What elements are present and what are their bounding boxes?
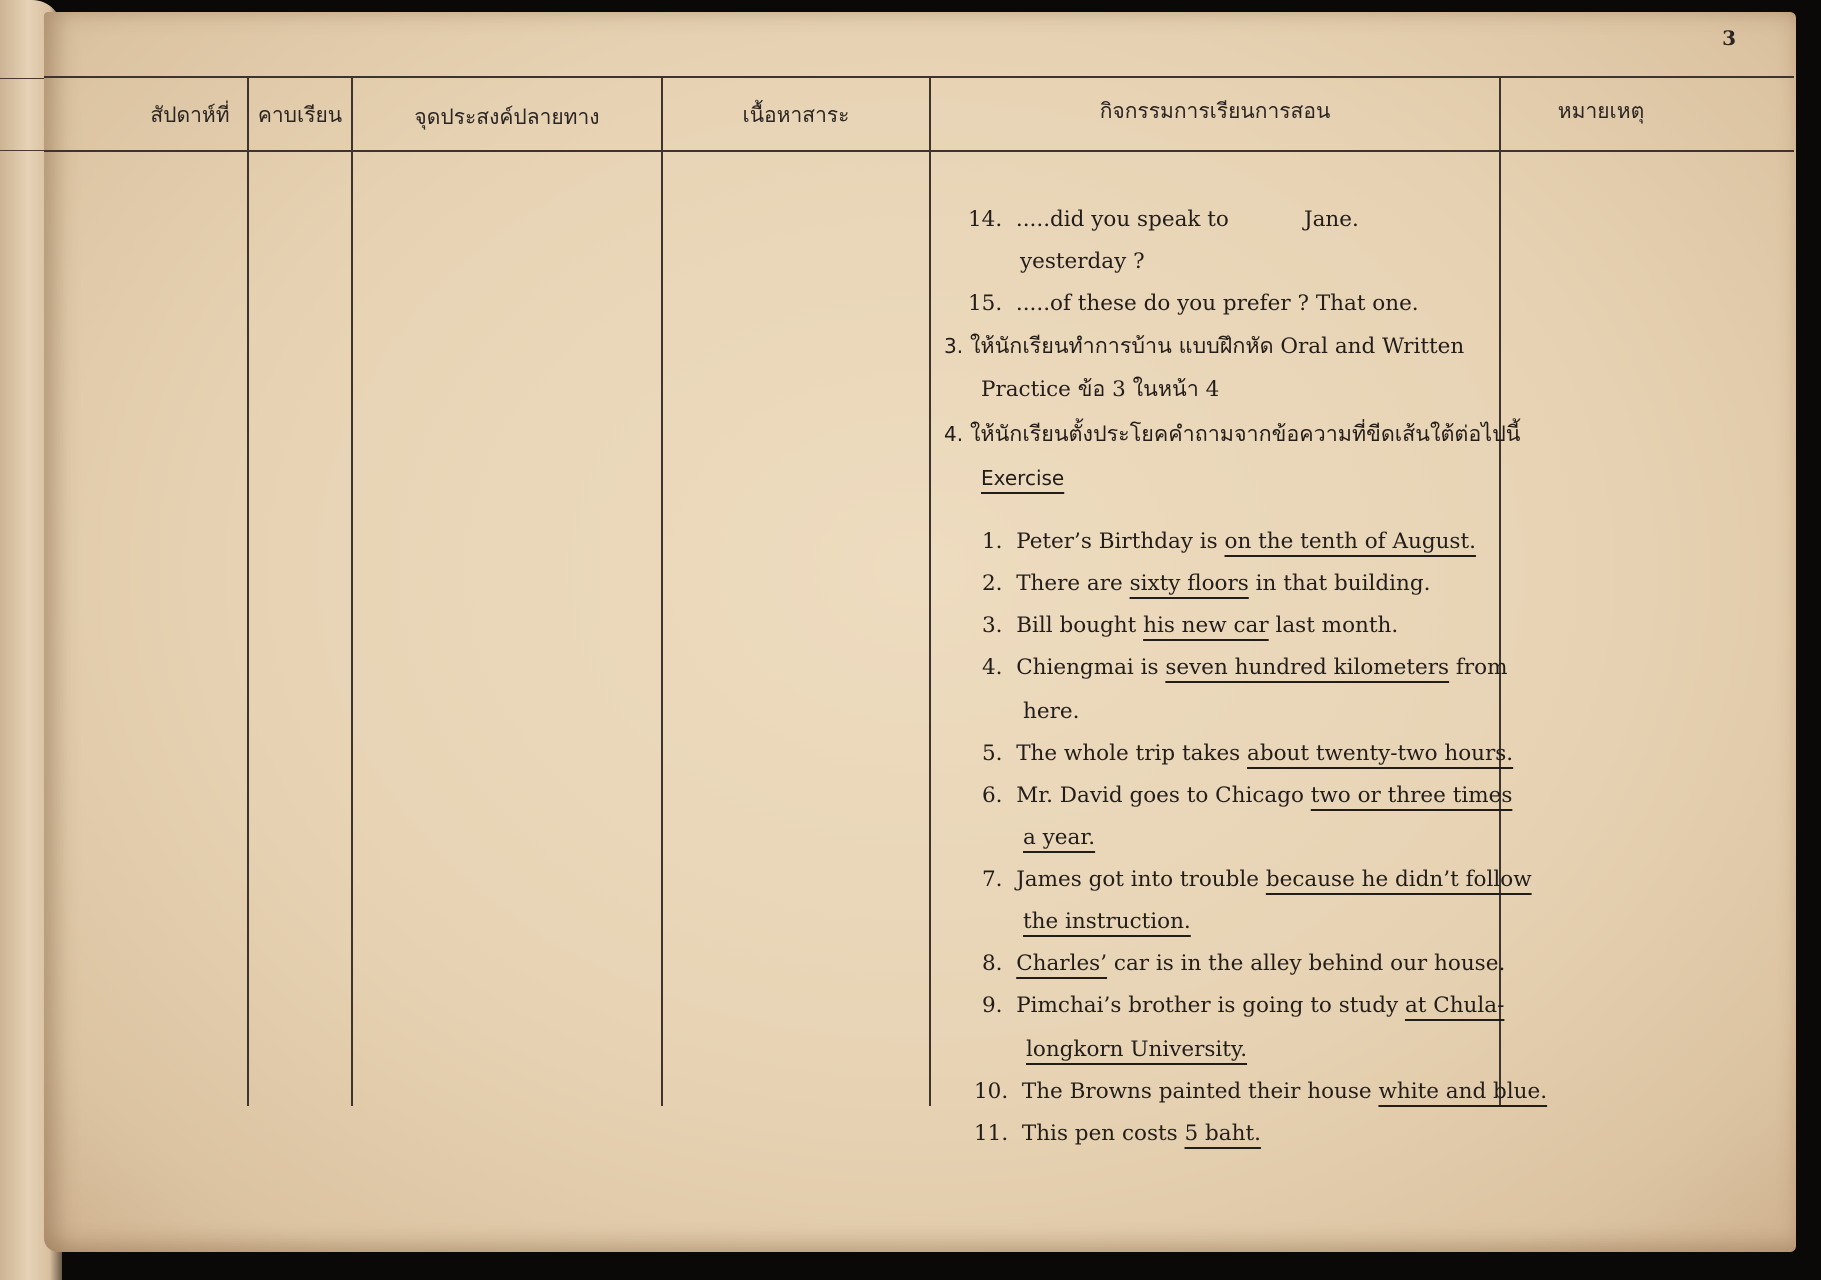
question-14-cont: yesterday ? — [1020, 249, 1145, 274]
column-divider — [351, 76, 353, 1106]
exercise-heading: Exercise — [981, 466, 1065, 490]
exercise-item-7-cont: the instruction. — [1023, 909, 1191, 934]
exercise-item-10: 10. The Browns painted their house white and blue. — [974, 1079, 1548, 1104]
document-page — [44, 12, 1796, 1252]
header-week: สัปดาห์ที่ — [150, 102, 230, 127]
column-divider — [661, 76, 663, 1106]
header-period: คาบเรียน — [257, 102, 343, 127]
exercise-item-6-cont: a year. — [1023, 825, 1096, 850]
exercise-item-3: 3. Bill bought his new car last month. — [982, 613, 1399, 638]
header-bottom-rule — [44, 150, 1794, 152]
step-4: 4. ให้นักเรียนตั้งประโยคคำถามจากข้อความที่ขีดเส้นใต้ต่อไปนี้ — [944, 422, 1521, 447]
question-14: 14. .....did you speak to — [968, 207, 1229, 232]
question-15: 15. .....of these do you prefer ? That one. — [968, 291, 1419, 316]
exercise-item-9: 9. Pimchai’s brother is going to study at Chula- — [982, 993, 1505, 1018]
exercise-item-7: 7. James got into trouble because he didn’t follow — [982, 867, 1532, 892]
exercise-item-8: 8. Charles’ car is in the alley behind our house. — [982, 951, 1506, 976]
header-activities: กิจกรรมการเรียนการสอน — [1099, 98, 1331, 123]
column-divider — [929, 76, 931, 1106]
exercise-item-4-cont: here. — [1023, 699, 1080, 724]
exercise-item-1: 1. Peter’s Birthday is on the tenth of August. — [982, 529, 1476, 554]
step-3-cont: Practice ข้อ 3 ในหน้า 4 — [981, 377, 1220, 402]
exercise-item-6: 6. Mr. David goes to Chicago two or three times — [982, 783, 1513, 808]
exercise-item-2: 2. There are sixty floors in that building. — [982, 571, 1431, 596]
exercise-item-9-cont: longkorn University. — [1026, 1037, 1248, 1062]
table-top-rule — [44, 76, 1794, 78]
page-number: 3 — [1722, 26, 1736, 50]
exercise-item-11: 11. This pen costs 5 baht. — [974, 1121, 1261, 1146]
exercise-item-4: 4. Chiengmai is seven hundred kilometers from — [982, 655, 1508, 680]
header-content: เนื้อหาสาระ — [742, 102, 850, 127]
exercise-item-5: 5. The whole trip takes about twenty-two hours. — [982, 741, 1514, 766]
header-objective: จุดประสงค์ปลายทาง — [414, 104, 600, 129]
step-3: 3. ให้นักเรียนทำการบ้าน แบบฝึกหัด Oral and Written — [944, 334, 1465, 359]
column-divider — [247, 76, 249, 1106]
header-remarks: หมายเหตุ — [1557, 98, 1645, 123]
question-14-name: Jane. — [1304, 207, 1359, 232]
